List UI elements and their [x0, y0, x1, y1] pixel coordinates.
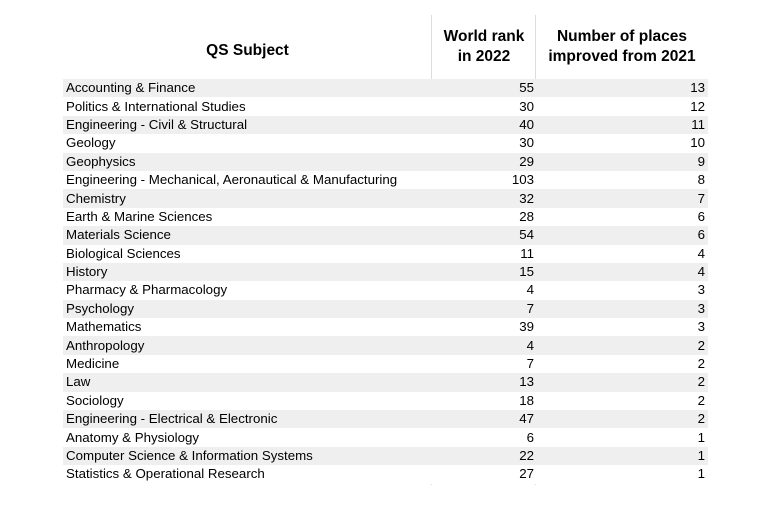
places-improved-cell: 12 — [690, 98, 705, 114]
subject-cell: Engineering - Mechanical, Aeronautical & Manufacturing — [66, 172, 398, 188]
places-improved-cell: 3 — [697, 319, 705, 335]
places-improved-cell: 1 — [697, 429, 705, 445]
world-rank-cell: 27 — [519, 466, 534, 482]
places-improved-cell: 3 — [697, 300, 705, 316]
rankings-table — [63, 15, 708, 482]
world-rank-cell: 54 — [519, 227, 534, 243]
places-improved-cell: 2 — [697, 374, 705, 390]
places-improved-cell: 4 — [697, 245, 705, 261]
subject-cell: History — [66, 264, 108, 280]
world-rank-cell: 4 — [526, 282, 534, 298]
table-row — [63, 336, 708, 354]
subject-cell: Biological Sciences — [66, 245, 181, 261]
table-row — [63, 226, 708, 244]
table-row — [63, 208, 708, 226]
world-rank-cell: 4 — [526, 337, 534, 353]
places-improved-cell: 8 — [697, 172, 705, 188]
world-rank-cell: 30 — [519, 135, 534, 151]
subject-cell: Geology — [66, 135, 116, 151]
world-rank-cell: 30 — [519, 98, 534, 114]
table-row — [63, 97, 708, 115]
table-row — [63, 153, 708, 171]
world-rank-cell: 11 — [520, 245, 534, 261]
places-improved-cell: 10 — [690, 135, 705, 151]
table-row — [63, 79, 708, 97]
world-rank-cell: 47 — [519, 411, 534, 427]
subject-cell: Accounting & Finance — [66, 80, 196, 96]
places-improved-cell: 2 — [697, 356, 705, 372]
world-rank-cell: 103 — [511, 172, 534, 188]
header-world-rank: World rank in 2022 — [443, 27, 525, 65]
world-rank-cell: 7 — [526, 356, 534, 372]
subject-cell: Engineering - Electrical & Electronic — [66, 411, 278, 427]
places-improved-cell: 2 — [697, 411, 705, 427]
world-rank-cell: 32 — [519, 190, 534, 206]
world-rank-cell: 28 — [519, 208, 534, 224]
places-improved-cell: 6 — [697, 227, 705, 243]
places-improved-cell: 13 — [690, 80, 705, 96]
table-header — [63, 15, 708, 78]
table-row — [63, 245, 708, 263]
table-row — [63, 373, 708, 391]
world-rank-cell: 15 — [519, 264, 534, 280]
subject-cell: Mathematics — [66, 319, 142, 335]
subject-cell: Sociology — [66, 392, 124, 408]
world-rank-cell: 55 — [519, 80, 534, 96]
table-row — [63, 300, 708, 318]
places-improved-cell: 9 — [697, 153, 705, 169]
places-improved-cell: 7 — [697, 190, 705, 206]
subject-cell: Chemistry — [66, 190, 126, 206]
table-row — [63, 392, 708, 410]
header-qs-subject: QS Subject — [206, 41, 289, 59]
table-row — [63, 281, 708, 299]
world-rank-cell: 13 — [519, 374, 534, 390]
places-improved-cell: 4 — [697, 264, 705, 280]
table-row — [63, 189, 708, 207]
subject-cell: Medicine — [66, 356, 120, 372]
subject-cell: Statistics & Operational Research — [66, 466, 265, 482]
world-rank-cell: 29 — [519, 153, 534, 169]
table-row — [63, 465, 708, 483]
table-row — [63, 355, 708, 373]
world-rank-cell: 22 — [519, 448, 534, 463]
world-rank-cell: 7 — [526, 300, 534, 316]
table-body — [63, 79, 708, 484]
subject-cell: Pharmacy & Pharmacology — [66, 282, 228, 298]
world-rank-cell: 6 — [526, 429, 534, 445]
table-row — [63, 116, 708, 134]
table-row — [63, 263, 708, 281]
world-rank-cell: 40 — [519, 116, 534, 132]
subject-cell: Anthropology — [66, 337, 145, 353]
subject-cell: Earth & Marine Sciences — [66, 208, 213, 224]
subject-cell: Computer Science & Information Systems — [66, 448, 313, 463]
subject-cell: Geophysics — [66, 153, 136, 169]
header-places-improved: Number of places improved from 2021 — [548, 27, 696, 65]
places-improved-cell: 1 — [697, 448, 705, 463]
table-row — [63, 447, 708, 465]
subject-cell: Anatomy & Physiology — [66, 429, 200, 445]
places-improved-cell: 2 — [697, 337, 705, 353]
places-improved-cell: 3 — [697, 282, 705, 298]
places-improved-cell: 1 — [697, 466, 705, 482]
subject-cell: Engineering - Civil & Structural — [66, 116, 248, 132]
world-rank-cell: 18 — [519, 392, 534, 408]
places-improved-cell: 2 — [697, 392, 705, 408]
places-improved-cell: 6 — [697, 208, 705, 224]
table-row — [63, 171, 708, 189]
subject-cell: Law — [66, 374, 91, 390]
subject-cell: Materials Science — [66, 227, 171, 243]
table-row — [63, 410, 708, 428]
table-row — [63, 428, 708, 446]
world-rank-cell: 39 — [519, 319, 534, 335]
subject-cell: Psychology — [66, 300, 134, 316]
places-improved-cell: 11 — [691, 116, 705, 132]
subject-cell: Politics & International Studies — [66, 98, 246, 114]
table-row — [63, 134, 708, 152]
table-row — [63, 318, 708, 336]
